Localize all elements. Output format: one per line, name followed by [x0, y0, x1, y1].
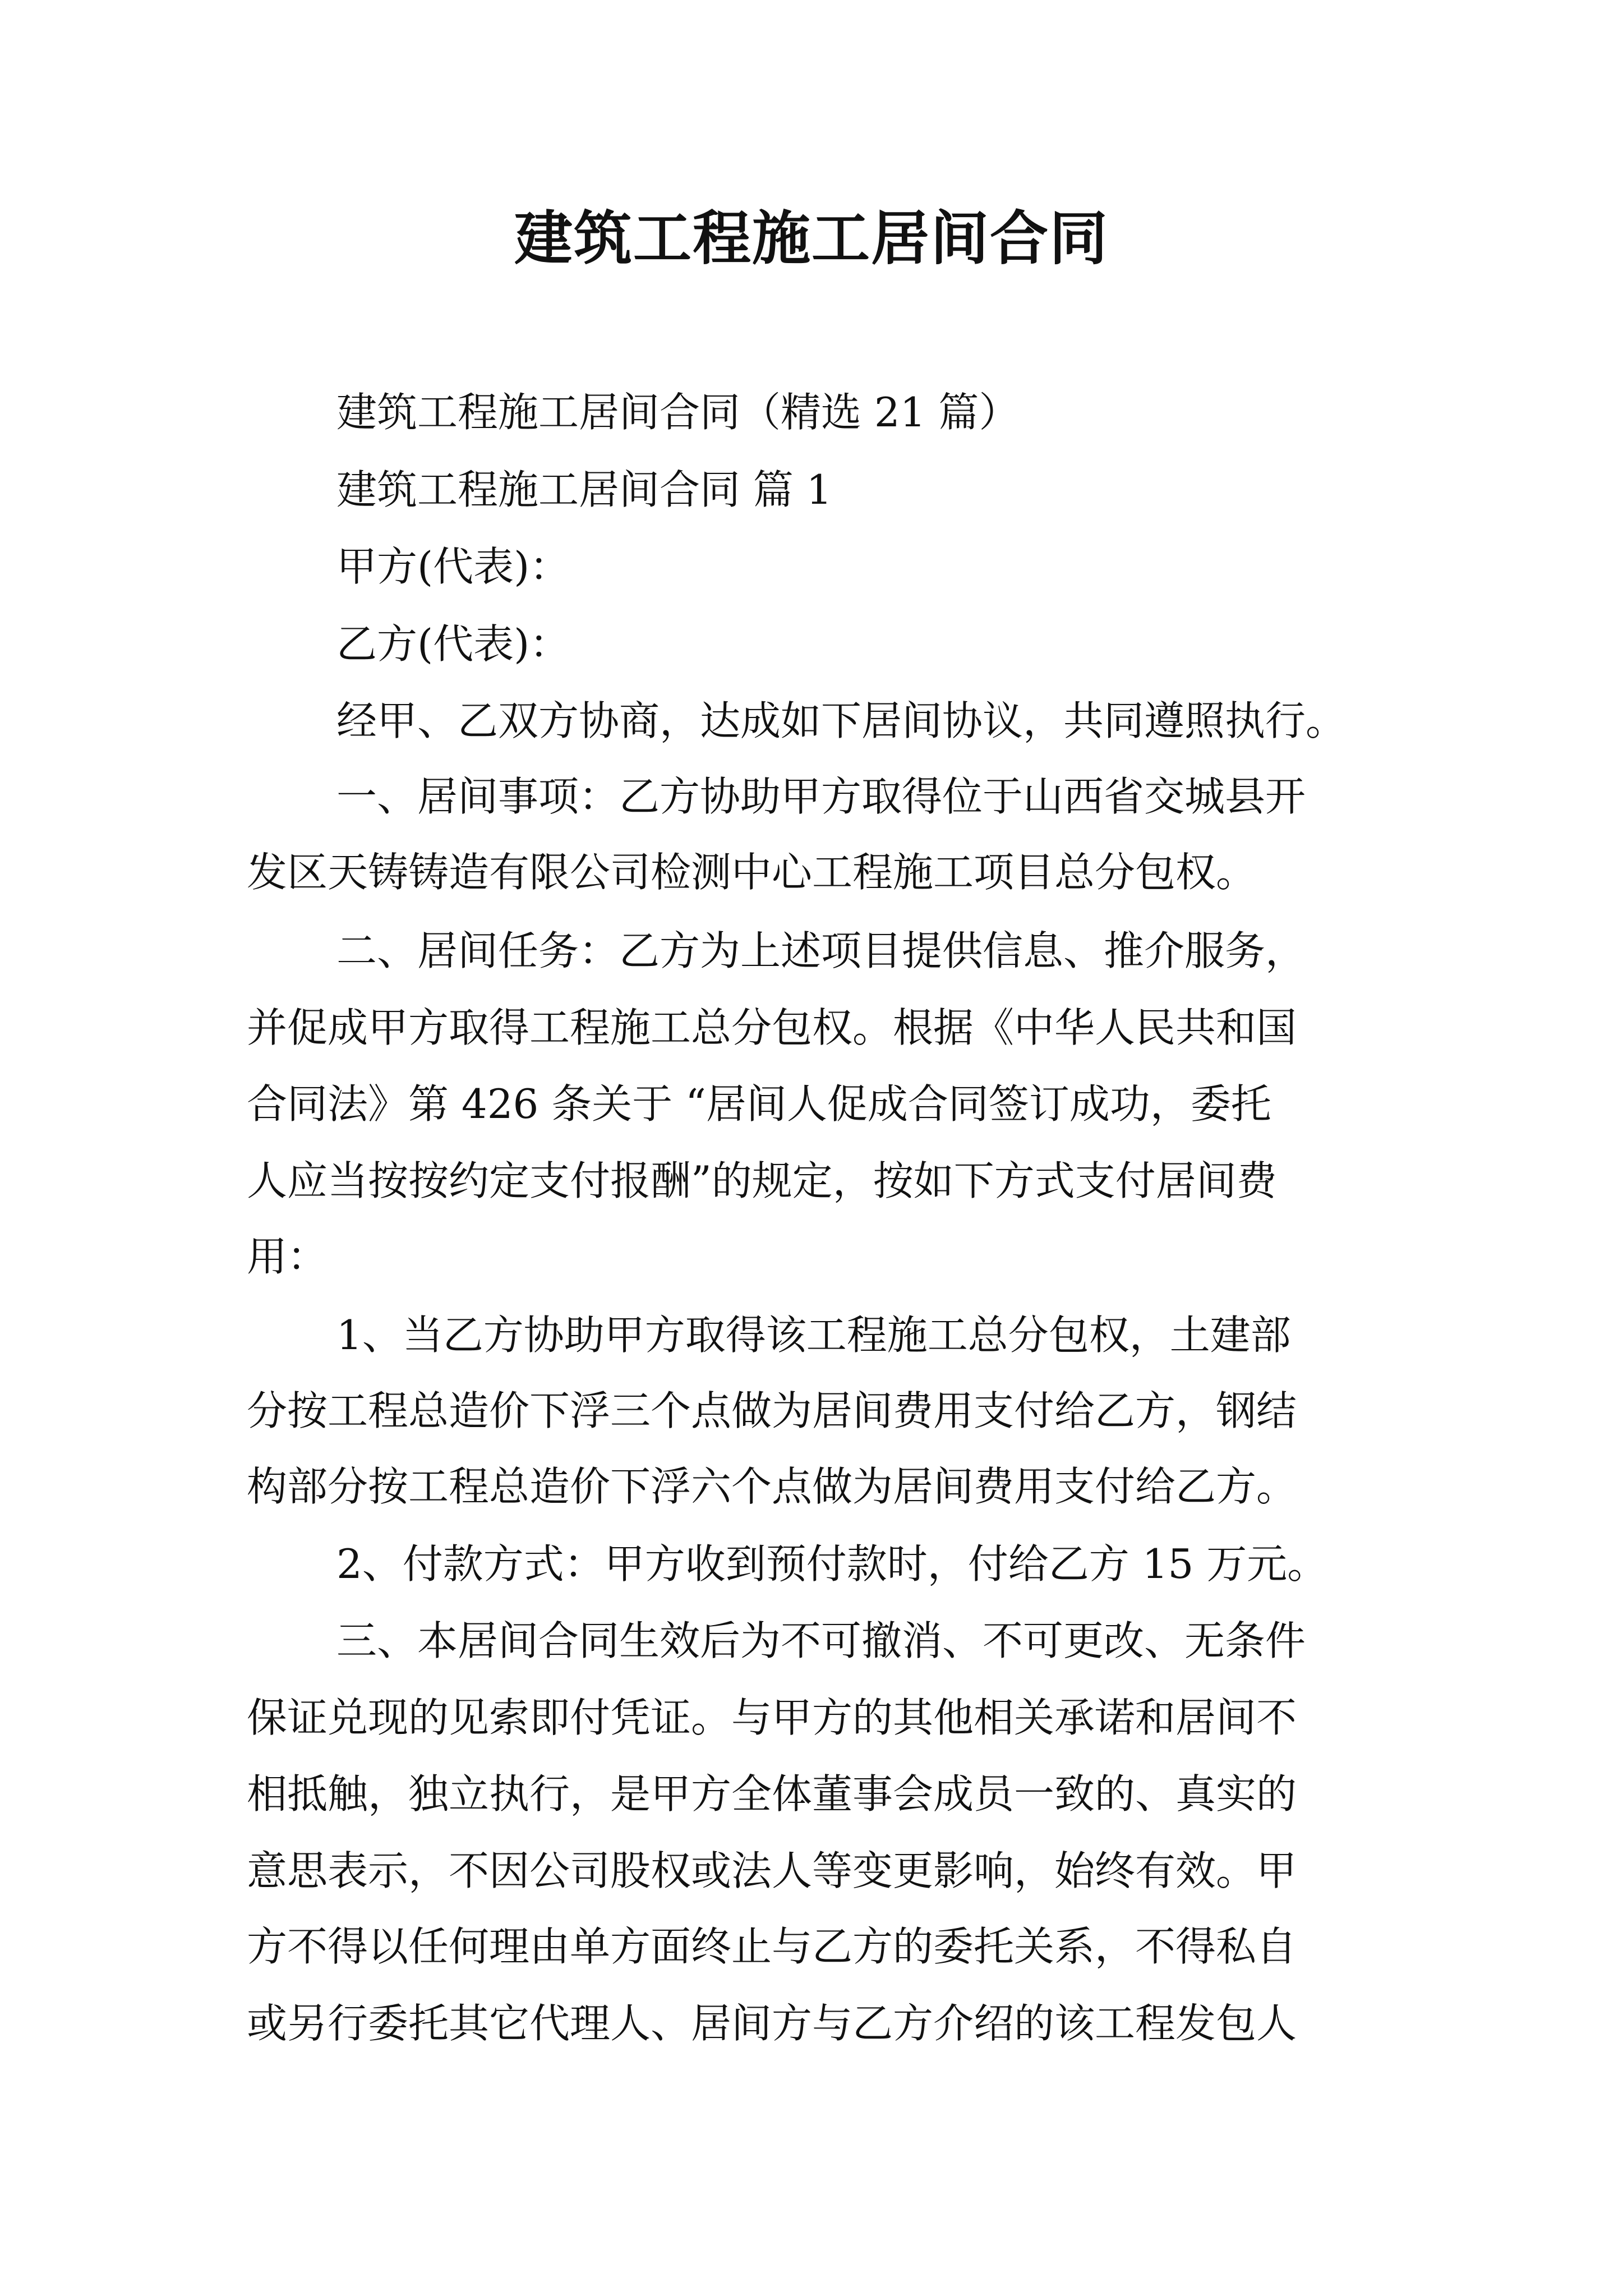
clause-2-line-3: 合同法》第 426 条关于 “居间人促成合同签订成功，委托	[247, 1080, 1271, 1128]
clause-3-line-5: 方不得以任何理由单方面终止与乙方的委托关系，不得私自	[247, 1923, 1297, 1970]
clause-1-line-1: 一、居间事项：乙方协助甲方取得位于山西省交城县开	[336, 773, 1306, 820]
clause-2-line-4: 人应当按按约定支付报酬”的规定，按如下方式支付居间费	[247, 1157, 1277, 1204]
clause-2-line-1: 二、居间任务：乙方为上述项目提供信息、推介服务，	[336, 927, 1306, 974]
clause-2-line-2: 并促成甲方取得工程施工总分包权。根据《中华人民共和国	[247, 1004, 1297, 1051]
clause-1-line-2: 发区天铸铸造有限公司检测中心工程施工项目总分包权。	[247, 849, 1257, 896]
intro-line: 经甲、乙双方协商，达成如下居间协议，共同遵照执行。	[336, 697, 1347, 744]
clause-3-line-4: 意思表示，不因公司股权或法人等变更影响，始终有效。甲	[247, 1847, 1297, 1894]
clause-2-line-5: 用：	[247, 1233, 328, 1280]
section-heading: 建筑工程施工居间合同 篇 1	[336, 466, 832, 513]
subtitle-line: 建筑工程施工居间合同（精选 21 篇）	[336, 389, 1020, 436]
item-1-line-3: 构部分按工程总造价下浮六个点做为居间费用支付给乙方。	[247, 1463, 1297, 1510]
clause-3-line-3: 相抵触，独立执行，是甲方全体董事会成员一致的、真实的	[247, 1770, 1297, 1818]
party-b-line: 乙方(代表)：	[336, 620, 570, 668]
document-title: 建筑工程施工居间合同	[514, 204, 1109, 273]
clause-3-line-1: 三、本居间合同生效后为不可撤消、不可更改、无条件	[336, 1617, 1306, 1664]
item-1-line-1: 1、当乙方协助甲方取得该工程施工总分包权，土建部	[336, 1312, 1291, 1359]
party-a-line: 甲方(代表)：	[336, 543, 570, 590]
clause-3-line-6: 或另行委托其它代理人、居间方与乙方介绍的该工程发包人	[247, 2000, 1297, 2047]
clause-3-line-2: 保证兑现的见索即付凭证。与甲方的其他相关承诺和居间不	[247, 1694, 1297, 1741]
item-2-line: 2、付款方式：甲方收到预付款时，付给乙方 15 万元。	[336, 1540, 1328, 1588]
item-1-line-2: 分按工程总造价下浮三个点做为居间费用支付给乙方，钢结	[247, 1387, 1297, 1434]
